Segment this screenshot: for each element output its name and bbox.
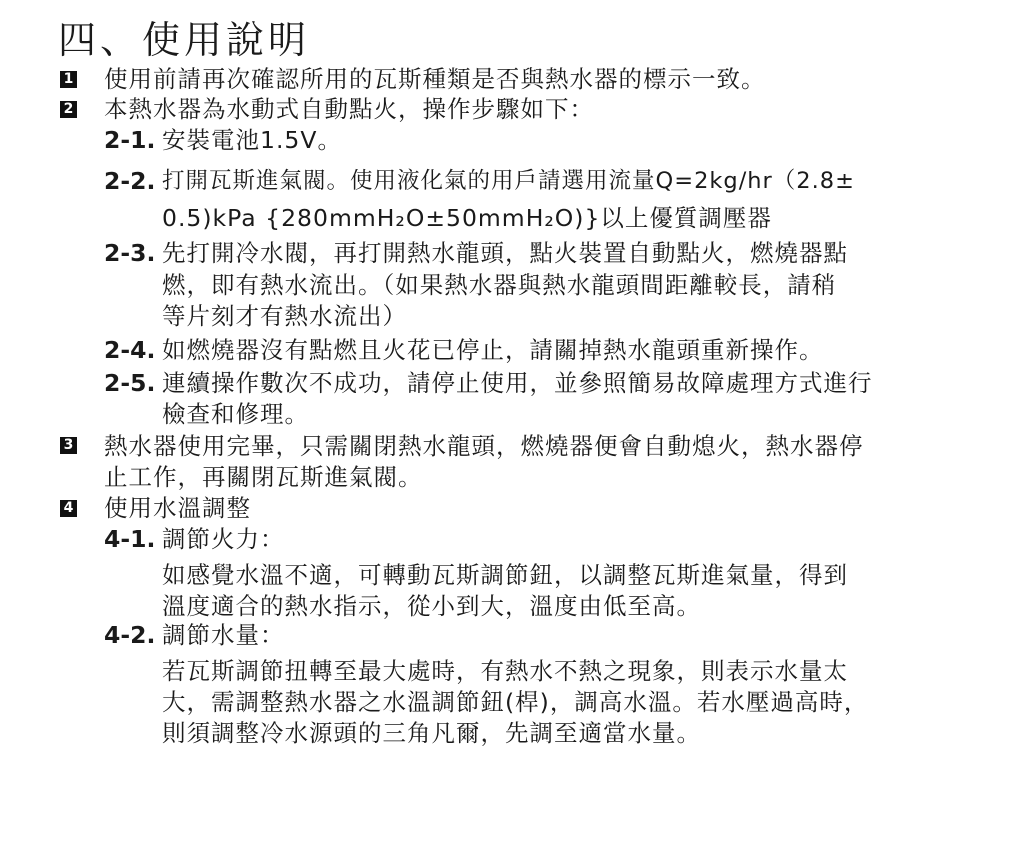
step-4-1-line-1: 如感覺水溫不適，可轉動瓦斯調節鈕，以調整瓦斯進氣量，得到: [162, 561, 848, 589]
step-4-1-number: 4-1.: [104, 525, 156, 553]
item-2-text: 本熱水器為水動式自動點火，操作步驟如下：: [104, 95, 594, 123]
item-3-line-1: 熱水器使用完畢，只需關閉熱水龍頭，燃燒器便會自動熄火，熱水器停: [104, 432, 864, 460]
step-4-2-line-1: 若瓦斯調節扭轉至最大處時，有熱水不熱之現象，則表示水量太: [162, 657, 848, 685]
step-2-4-number: 2-4.: [104, 336, 156, 364]
item-3-line-2: 止工作，再關閉瓦斯進氣閥。: [104, 463, 423, 491]
step-2-3-number: 2-3.: [104, 239, 156, 267]
item-1-text: 使用前請再次確認所用的瓦斯種類是否與熱水器的標示一致。: [104, 65, 766, 93]
step-2-2-line-1: 打開瓦斯進氣閥。使用液化氣的用戶請選用流量Q=2kg/hr（2.8±: [162, 168, 855, 194]
item-2-badge: 2: [60, 101, 77, 118]
step-2-5-number: 2-5.: [104, 369, 156, 397]
item-4-badge: 4: [60, 500, 77, 517]
step-2-3-line-2: 燃，即有熱水流出。（如果熱水器與熱水龍頭間距離較長，請稍: [162, 271, 837, 299]
step-4-1-heading: 調節火力：: [162, 525, 285, 553]
step-4-2-number: 4-2.: [104, 621, 156, 649]
step-2-5-line-2: 檢查和修理。: [162, 400, 309, 428]
step-2-3-line-3: 等片刻才有熱水流出）: [162, 302, 407, 330]
item-3-badge: 3: [60, 437, 77, 454]
step-2-3-line-1: 先打開冷水閥，再打開熱水龍頭，點火裝置自動點火，燃燒器點: [162, 239, 848, 267]
step-4-1-line-2: 溫度適合的熱水指示，從小到大，溫度由低至高。: [162, 592, 701, 620]
step-4-2-line-3: 則須調整冷水源頭的三角凡爾，先調至適當水量。: [162, 719, 701, 747]
step-2-2-line-2: 0.5)kPa {280mmH₂O±50mmH₂O)}以上優質調壓器: [162, 204, 772, 232]
step-4-2-heading: 調節水量：: [162, 621, 285, 649]
step-2-2-number: 2-2.: [104, 167, 156, 195]
item-4-text: 使用水溫調整: [104, 494, 251, 522]
step-2-1-text: 安裝電池1.5V。: [162, 126, 342, 154]
step-2-1-number: 2-1.: [104, 126, 156, 154]
step-2-5-line-1: 連續操作數次不成功，請停止使用，並參照簡易故障處理方式進行: [162, 369, 873, 397]
section-title: 四、使用說明: [58, 18, 311, 62]
item-1-badge: 1: [60, 71, 77, 88]
step-2-4-text: 如燃燒器沒有點燃且火花已停止，請關掉熱水龍頭重新操作。: [162, 336, 824, 364]
step-4-2-line-2: 大，需調整熱水器之水溫調節鈕(桿)，調高水溫。若水壓過高時，: [162, 688, 869, 716]
